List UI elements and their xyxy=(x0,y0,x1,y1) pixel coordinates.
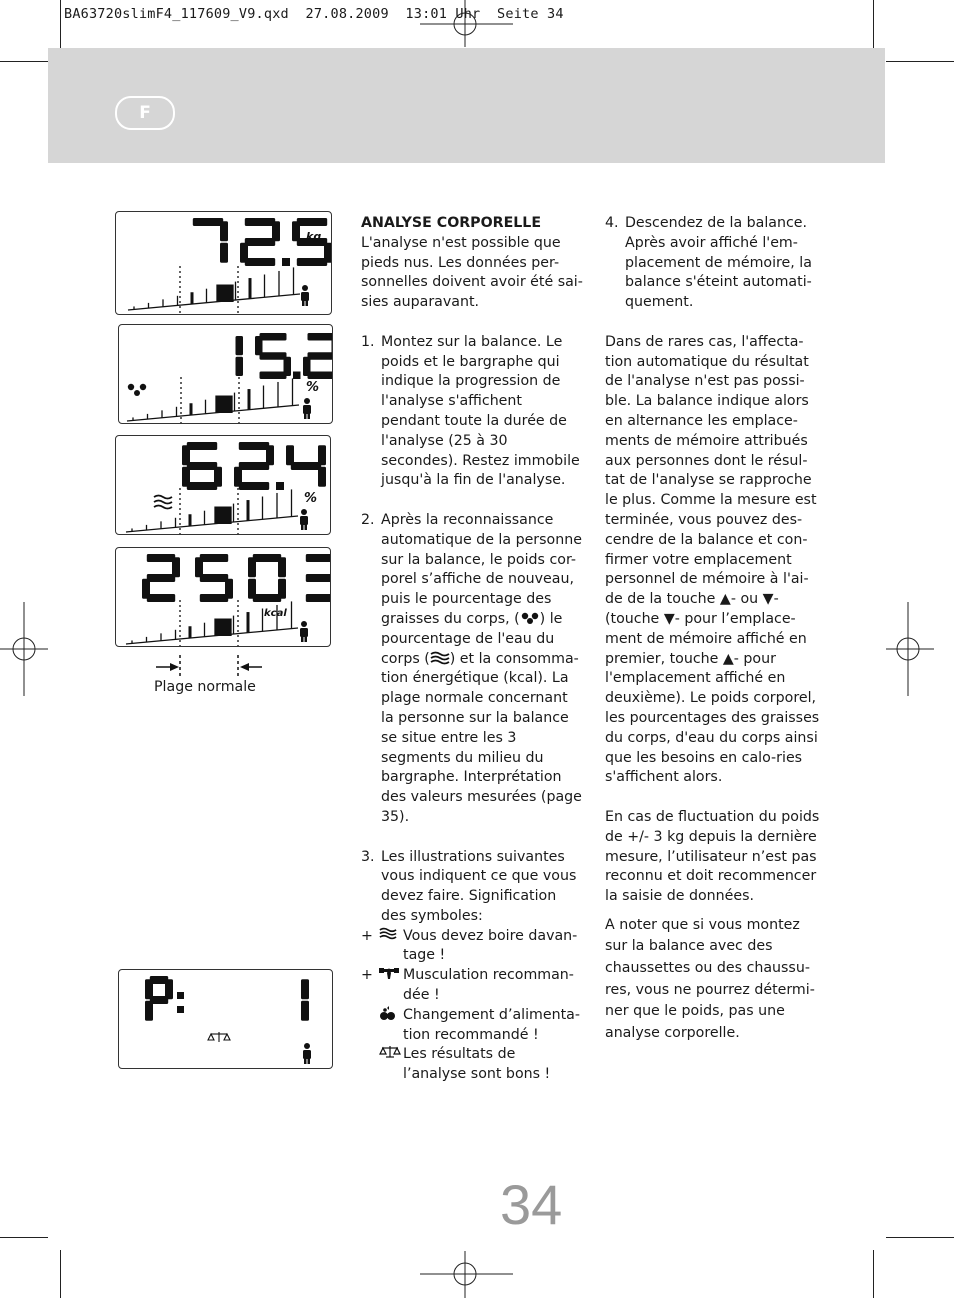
lcd-memory xyxy=(118,969,333,1069)
lcd-segment xyxy=(308,333,333,341)
intro-paragraph: L'analyse n'est possible que pieds nus. Les données per-sonnelles doivent avoir été sai-sies auparavant. xyxy=(361,234,583,311)
text-column-1 xyxy=(361,214,583,1085)
lcd-segment xyxy=(318,445,326,465)
text-column-2 xyxy=(605,214,821,1044)
lcd-decimal-point xyxy=(276,482,284,490)
bargraph-segment xyxy=(215,619,231,635)
bargraph-segment xyxy=(215,507,231,523)
symbol-prefix: + xyxy=(361,967,373,984)
lcd-digit xyxy=(195,554,233,602)
lcd-segment xyxy=(245,218,275,226)
lcd-segment xyxy=(147,554,175,562)
lcd-segment xyxy=(291,462,321,470)
symbol-item-muscle xyxy=(361,966,583,1006)
lcd-segment xyxy=(308,372,333,380)
paragraph-part: - (touche xyxy=(605,591,779,627)
symbol-text: Vous devez boire davan-tage ! xyxy=(403,927,578,964)
page-number: 34 xyxy=(500,1173,563,1236)
food-apple-icon xyxy=(379,1006,397,1021)
water-waves-icon xyxy=(154,496,172,509)
lcd-digit xyxy=(145,976,173,1021)
lcd-segment xyxy=(214,467,222,487)
arrow-up-icon: ▲ xyxy=(722,650,734,667)
symbol-item-water xyxy=(361,927,583,967)
lcd-segment xyxy=(220,221,228,241)
bargraph-baseline xyxy=(126,516,298,532)
step-text: Montez sur la balance. Le poids et le bargraphe qui indique la progression de l'analyse s'affichent pendant toute la durée de l'analyse (25 à 30 secondes). Restez immobile jusqu'à la fin de l'analyse. xyxy=(381,333,580,489)
paragraph-part: - pour l'emplacement affiché en deuxième). Le poids corporel, les pourcentages des graisses du corps, d'eau du corps ainsi que les besoins en calo-ries s'affichent alors. xyxy=(605,650,820,786)
lcd-segment xyxy=(236,357,244,376)
step-3 xyxy=(361,848,583,927)
unit-label: % xyxy=(306,380,320,395)
lcd-segment xyxy=(220,243,228,263)
paragraph-part: Dans de rares cas, l'affecta-tion automatique du résultat de l'analyse n'est pas possi-ble. La balance indique alors en alternance les emplace-ments de mémoire attribués aux personnes dont le résul-tat de l'analyse se rapproche le plus. Comme la mesure est terminée, vous pouvez des-cendre de la balance et con-firmer votre emplacement personnel de mémoire à l'ai-de de la touche xyxy=(605,333,817,608)
lcd-digit xyxy=(303,333,332,379)
lcd-segment xyxy=(306,554,330,562)
person-icon xyxy=(300,621,308,642)
lcd-segment xyxy=(248,579,256,599)
file-slug: BA63720slimF4_117609_V9.qxd 27.08.2009 13:01 Uhr Seite 34 xyxy=(64,6,564,22)
muscle-icon xyxy=(379,966,399,979)
symbol-marker xyxy=(361,927,403,967)
bargraph-baseline xyxy=(126,628,298,644)
fat-cells-icon xyxy=(128,384,146,396)
step-text-part: Après la reconnaissance automatique de la personne sur la balance, le poids cor-porel s’affiche de nouveau, puis le pourcentage des graisses du corps, ( xyxy=(381,511,582,627)
step-text xyxy=(381,511,583,828)
symbol-item-food xyxy=(361,1006,583,1046)
unit-label: kg xyxy=(306,230,322,243)
symbol-text: Les résultats de l’analyse sont bons ! xyxy=(403,1046,551,1083)
lcd-digit xyxy=(240,218,280,266)
symbol-prefix: + xyxy=(361,927,373,944)
unit-label: % xyxy=(304,491,318,506)
lcd-body-water xyxy=(115,435,331,535)
bargraph xyxy=(126,488,298,534)
unit-label: kcal xyxy=(264,608,287,619)
lcd-segment xyxy=(301,1001,309,1021)
lcd-body-fat xyxy=(118,324,333,424)
lcd-digit xyxy=(306,554,330,602)
lcd-segment xyxy=(260,333,287,341)
step-text-part: ) et la consomma-tion énergétique (kcal). La plage normale concernant la personne sur la balance se situe entre les 3 segments du milieu du bargraphe. Interprétation des valeurs mesurées (page 35). xyxy=(381,650,582,825)
bargraph-segment xyxy=(217,285,233,301)
lcd-segment xyxy=(147,594,175,602)
arrow-down-icon: ▼ xyxy=(663,610,675,627)
paragraph-part: - ou xyxy=(730,591,763,608)
balance-scale-icon xyxy=(208,1032,230,1042)
lcd-digit xyxy=(286,445,326,487)
lcd-segment xyxy=(308,352,333,360)
lcd-digit xyxy=(255,333,291,379)
water-waves-icon xyxy=(430,651,450,665)
lcd-segment xyxy=(297,218,327,226)
lcd-segment xyxy=(200,574,228,582)
lcd-segment xyxy=(245,238,275,246)
lcd-decimal-point xyxy=(282,258,290,266)
lcd-segment xyxy=(187,482,217,490)
lcd-segment xyxy=(193,218,223,226)
bargraph-segment xyxy=(216,396,232,412)
lcd-digit xyxy=(248,554,286,602)
lcd-segment xyxy=(245,258,275,266)
section-heading: ANALYSE CORPORELLE xyxy=(361,215,542,231)
step-1 xyxy=(361,333,583,491)
paragraph-part: - pour l’emplace-ment de mémoire affiché en premier, touche xyxy=(605,610,807,667)
paragraph-fluctuation: En cas de fluctuation du poids de +/- 3 kg depuis la dernière mesure, l’utilisateur n’est pas reconnu et doit recommencer la saisie de données. xyxy=(605,808,820,905)
language-badge: F xyxy=(115,96,175,130)
lcd-calories xyxy=(115,547,331,647)
lcd-segment xyxy=(239,462,269,470)
step-number: 3. xyxy=(361,848,375,865)
person-icon xyxy=(300,509,308,530)
lcd-colon xyxy=(177,992,184,999)
lcd-digit xyxy=(301,979,309,1021)
lcd-segment xyxy=(239,442,269,450)
lcd-decimal-point xyxy=(293,372,301,380)
lcd-segment xyxy=(187,462,217,470)
step-number: 4. xyxy=(605,215,619,231)
lcd-segment xyxy=(150,996,168,1004)
lcd-segment xyxy=(260,372,287,380)
step-text: Les illustrations suivantes vous indiquent ce que vous devez faire. Signification des symboles: xyxy=(381,848,577,924)
symbol-text: Changement d’alimenta-tion recommandé ! xyxy=(403,1006,580,1043)
person-icon xyxy=(303,1043,311,1064)
lcd-segment xyxy=(236,336,244,355)
step-4 xyxy=(605,214,821,313)
lcd-segment xyxy=(248,557,256,577)
lcd-segment xyxy=(253,554,281,562)
lcd-digit xyxy=(182,442,222,490)
lcd-segment xyxy=(306,574,330,582)
lcd-segment xyxy=(260,352,287,360)
normal-range-arrows xyxy=(150,655,290,679)
symbol-marker xyxy=(361,1006,403,1046)
bargraph xyxy=(127,377,299,423)
lcd-segment xyxy=(147,574,175,582)
lcd-digit xyxy=(142,554,180,602)
symbol-marker xyxy=(361,966,403,1006)
symbol-text: Musculation recomman-dée ! xyxy=(403,967,574,1004)
step-number: 1. xyxy=(361,333,375,350)
bargraph-baseline xyxy=(128,294,300,310)
lcd-digit xyxy=(236,336,244,376)
bargraph xyxy=(128,266,300,314)
fat-cells-icon xyxy=(520,612,540,624)
arrow-down-icon: ▼ xyxy=(762,591,774,608)
lcd-digit xyxy=(234,442,274,490)
lcd-segment xyxy=(278,557,286,577)
step-2 xyxy=(361,511,583,828)
balance-scale-icon xyxy=(379,1045,401,1058)
lcd-segment xyxy=(306,594,330,602)
lcd-colon xyxy=(177,1006,184,1013)
lcd-segment xyxy=(301,979,309,999)
lcd-weight xyxy=(115,211,332,315)
bargraph xyxy=(126,600,298,646)
lcd-segment xyxy=(239,482,269,490)
paragraph-shoes-note: A noter que si vous montez sur la balance avec des chaussettes ou des chaussu-res, vous ne pourrez détermi-ner que le poids, pas une analyse corporelle. xyxy=(605,916,815,1041)
lcd-segment xyxy=(253,594,281,602)
step-number: 2. xyxy=(361,511,375,528)
step-text-part: ) le pourcentage de l'eau du corps ( xyxy=(381,610,563,667)
lcd-segment xyxy=(187,442,217,450)
person-icon xyxy=(301,285,309,306)
person-icon xyxy=(303,398,311,419)
paragraph-alternation xyxy=(605,333,821,788)
lcd-segment xyxy=(200,594,228,602)
lcd-segment xyxy=(200,554,228,562)
lcd-segment xyxy=(297,258,327,266)
symbol-item-scale xyxy=(361,1045,583,1085)
lcd-segment xyxy=(318,467,326,487)
symbol-marker xyxy=(361,1045,403,1085)
water-waves-icon xyxy=(379,927,397,940)
lcd-digit xyxy=(193,218,228,263)
bargraph-baseline xyxy=(127,405,299,421)
figure-caption: Plage normale xyxy=(154,679,256,695)
step-text: Descendez de la balance. Après avoir affiché l'em-placement de mémoire, la balance s'éteint automati-quement. xyxy=(625,215,812,311)
arrow-up-icon: ▲ xyxy=(719,591,731,608)
